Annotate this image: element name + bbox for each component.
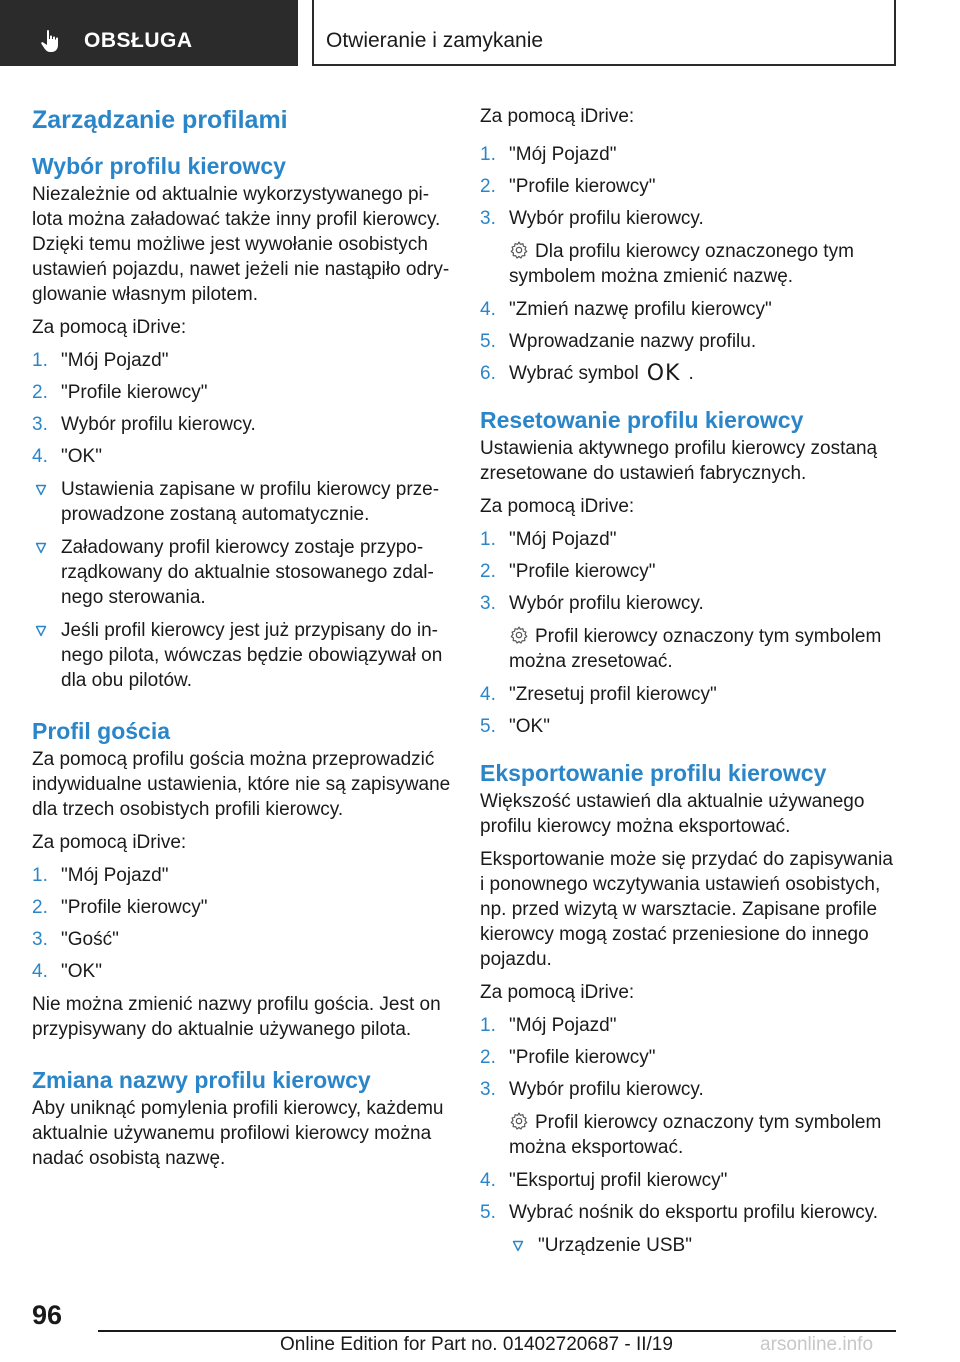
- step-text: Wybór profilu kierowcy.: [61, 414, 256, 435]
- paragraph: Nie można zmienić nazwy profilu gościa. Jest on przypisywany do aktualnie używanego pilota.: [32, 994, 441, 1040]
- bullet-text: "Urządzenie USB": [538, 1235, 692, 1256]
- step-text: Wybrać symbol: [509, 363, 639, 384]
- step-number: 4.: [32, 961, 48, 982]
- list-item: [32, 412, 452, 437]
- bullet-text: Ustawienia zapisane w profilu kierowcy przeprowadzone zostaną automatycznie.: [61, 479, 440, 525]
- step-number: 6.: [480, 363, 496, 384]
- step-text: "Profile kierowcy": [61, 382, 208, 403]
- step-text: "OK": [61, 446, 102, 467]
- page-header: [0, 0, 960, 66]
- edition-note: Online Edition for Part no. 01402720687 - II/19: [280, 1334, 673, 1355]
- step-number: 2.: [480, 561, 496, 582]
- paragraph: Za pomocą iDrive:: [480, 496, 635, 517]
- list-item: [32, 618, 452, 693]
- step-text: Wybór profilu kierowcy.: [509, 208, 704, 229]
- list-item: [480, 591, 900, 616]
- steps-list: [32, 348, 452, 469]
- step-text: "Mój Pojazd": [509, 144, 617, 165]
- list-item: [480, 297, 900, 322]
- step-number: 5.: [480, 1202, 496, 1223]
- list-item: [32, 863, 452, 888]
- triangle-bullet-icon: [35, 484, 47, 496]
- steps-list: [480, 682, 900, 739]
- paragraph: Ustawienia aktywnego profilu kierowcy zostaną zresetowane do ustawień fabrycznych.: [480, 438, 878, 484]
- note-text: Dla profilu kierowcy oznaczonego tym symbolem można zmienić nazwę.: [509, 241, 854, 287]
- paragraph: Aby uniknąć pomylenia profili kierowcy, każdemu aktualnie używanemu profilowi kierowcy można nadać osobistą nazwę.: [32, 1098, 444, 1169]
- list-item: [509, 1233, 900, 1258]
- paragraph: Za pomocą iDrive:: [480, 982, 635, 1003]
- list-item: [480, 1168, 900, 1193]
- step-text: "Mój Pojazd": [509, 529, 617, 550]
- bullet-text: Załadowany profil kierowcy zostaje przyporządkowany do aktualnie stosowanego zdalnego sterowania.: [61, 537, 434, 608]
- list-item: [480, 206, 900, 231]
- bullet-list: [32, 477, 452, 693]
- step-number: 1.: [480, 144, 496, 165]
- list-item: [480, 682, 900, 707]
- bullet-text: Jeśli profil kierowcy jest już przypisany do innego pilota, wówczas będzie obowiązywał on dla obu pilotów.: [61, 620, 443, 691]
- step-number: 4.: [480, 299, 496, 320]
- paragraph: Eksportowanie może się przydać do zapisywania i ponownego wczytywania ustawień osobistych, np. przed wizytą w warsztacie. Zapisane profile kierowcy mogą zostać przeniesione do innego pojazdu.: [480, 849, 893, 970]
- gear-icon: [509, 625, 529, 645]
- header-chapter-label: Otwieranie i zamykanie: [326, 29, 544, 52]
- list-item: [32, 380, 452, 405]
- list-item: [32, 477, 452, 527]
- left-column: [32, 100, 452, 1171]
- step-number: 1.: [32, 350, 48, 371]
- steps-list: [480, 1013, 900, 1102]
- steps-list: [32, 863, 452, 984]
- step-text: "Zmień nazwę profilu kierowcy": [509, 299, 772, 320]
- list-item: [480, 142, 900, 167]
- footer-rule: [98, 1330, 896, 1332]
- gear-icon: [509, 240, 529, 260]
- step-text: Wybór profilu kierowcy.: [509, 1079, 704, 1100]
- triangle-bullet-icon: [35, 542, 47, 554]
- step-number: 4.: [480, 1170, 496, 1191]
- step-text-end: .: [688, 363, 694, 384]
- list-item: [480, 361, 900, 386]
- step-number: 4.: [480, 684, 496, 705]
- symbol-note: [480, 1110, 900, 1160]
- list-item: [480, 559, 900, 584]
- header-chapter-box: [312, 0, 896, 66]
- step-text: "Mój Pojazd": [509, 1015, 617, 1036]
- list-item: [32, 535, 452, 610]
- steps-list: [480, 1168, 900, 1225]
- section-heading-export-profile: Eksportowanie profilu kierowcy: [480, 760, 827, 786]
- step-number: 3.: [32, 929, 48, 950]
- header-section-tab: [0, 0, 298, 66]
- step-text: "Mój Pojazd": [61, 865, 169, 886]
- list-item: [480, 1045, 900, 1070]
- paragraph: Za pomocą iDrive:: [32, 317, 187, 338]
- symbol-note: [480, 239, 900, 289]
- list-item: [32, 895, 452, 920]
- step-number: 1.: [480, 529, 496, 550]
- steps-list: [480, 527, 900, 616]
- list-item: [480, 1013, 900, 1038]
- section-heading-guest-profile: Profil gościa: [32, 718, 171, 744]
- list-item: [32, 927, 452, 952]
- list-item: [480, 1200, 900, 1225]
- header-section-label: OBSŁUGA: [84, 29, 193, 52]
- paragraph: Za pomocą iDrive:: [480, 106, 635, 127]
- list-item: [32, 959, 452, 984]
- list-item: [480, 714, 900, 739]
- step-number: 3.: [480, 208, 496, 229]
- step-text: "Profile kierowcy": [509, 176, 656, 197]
- step-number: 2.: [480, 176, 496, 197]
- step-number: 2.: [32, 897, 48, 918]
- step-number: 2.: [480, 1047, 496, 1068]
- step-number: 2.: [32, 382, 48, 403]
- ok-symbol-icon: OK: [646, 361, 681, 386]
- note-text: Profil kierowcy oznaczony tym symbolem można zresetować.: [509, 626, 882, 672]
- list-item: [32, 348, 452, 373]
- step-text: "Eksportuj profil kierowcy": [509, 1170, 728, 1191]
- step-number: 3.: [32, 414, 48, 435]
- step-text: "Mój Pojazd": [61, 350, 169, 371]
- step-text: Wybór profilu kierowcy.: [509, 593, 704, 614]
- step-number: 5.: [480, 331, 496, 352]
- symbol-note: [480, 624, 900, 674]
- step-number: 1.: [480, 1015, 496, 1036]
- step-text: "Profile kierowcy": [509, 561, 656, 582]
- section-heading-rename-profile: Zmiana nazwy profilu kierowcy: [32, 1067, 371, 1093]
- note-text: Profil kierowcy oznaczony tym symbolem można eksportować.: [509, 1112, 882, 1158]
- step-text: "Gość": [61, 929, 119, 950]
- page-number: 96: [32, 1300, 63, 1330]
- hand-pointer-icon: [38, 28, 64, 54]
- step-text: "OK": [61, 961, 102, 982]
- paragraph: Niezależnie od aktualnie wykorzystywanego pilota można załadować także inny profil kierowcy. Dzięki temu możliwe jest wywołanie osobistych ustawień pojazdu, nawet jeżeli nie nastąpiło odryglowanie własnym pilotem.: [32, 184, 450, 305]
- step-text: "Profile kierowcy": [509, 1047, 656, 1068]
- step-number: 3.: [480, 1079, 496, 1100]
- gear-icon: [509, 1111, 529, 1131]
- list-item: [480, 527, 900, 552]
- steps-list: [480, 297, 900, 386]
- step-number: 1.: [32, 865, 48, 886]
- paragraph: Za pomocą profilu gościa można przeprowadzić indywidualne ustawienia, które nie są zapisywane dla trzech osobistych profili kierowcy.: [32, 749, 451, 820]
- triangle-bullet-icon: [35, 625, 47, 637]
- steps-list: [480, 142, 900, 231]
- page-title: Zarządzanie profilami: [32, 106, 288, 134]
- step-text: Wybrać nośnik do eksportu profilu kierowcy.: [509, 1202, 879, 1223]
- section-heading-select-profile: Wybór profilu kierowcy: [32, 153, 286, 179]
- section-heading-reset-profile: Resetowanie profilu kierowcy: [480, 407, 804, 433]
- list-item: [480, 1077, 900, 1102]
- list-item: [480, 329, 900, 354]
- watermark: arsonline.info: [760, 1334, 874, 1355]
- step-number: 5.: [480, 716, 496, 737]
- list-item: [480, 174, 900, 199]
- list-item: [32, 444, 452, 469]
- step-text: Wprowadzanie nazwy profilu.: [509, 331, 757, 352]
- step-text: "Profile kierowcy": [61, 897, 208, 918]
- paragraph: Większość ustawień dla aktualnie używanego profilu kierowcy można eksportować.: [480, 791, 865, 837]
- step-text: "Zresetuj profil kierowcy": [509, 684, 717, 705]
- right-column: [480, 104, 900, 1258]
- bullet-list: [480, 1233, 900, 1258]
- step-number: 3.: [480, 593, 496, 614]
- step-text: "OK": [509, 716, 550, 737]
- step-number: 4.: [32, 446, 48, 467]
- paragraph: Za pomocą iDrive:: [32, 832, 187, 853]
- triangle-bullet-icon: [512, 1240, 524, 1252]
